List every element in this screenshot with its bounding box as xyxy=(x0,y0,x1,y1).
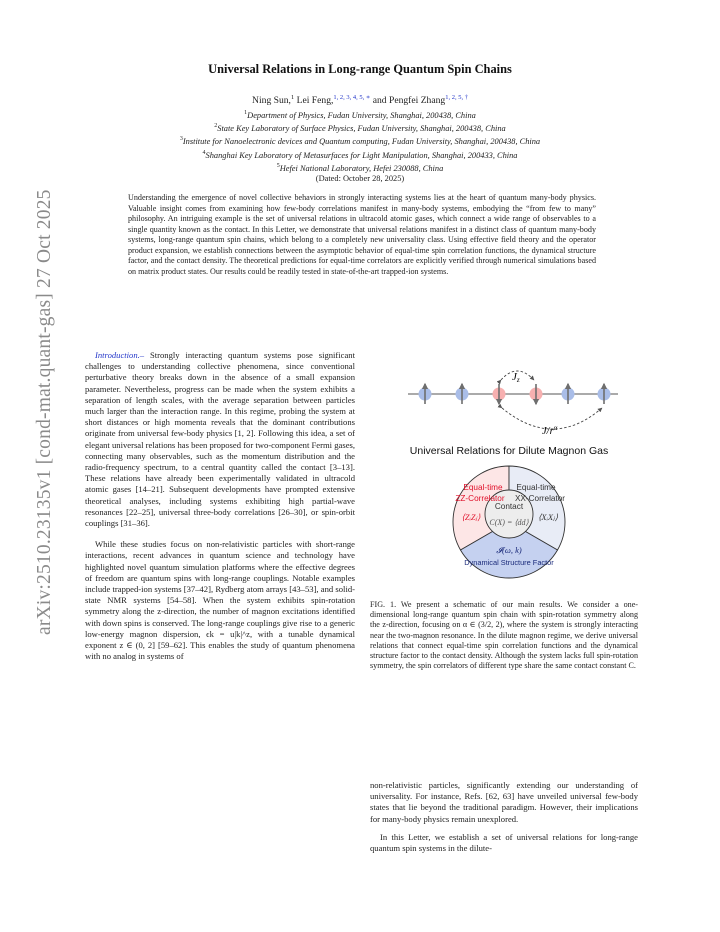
affiliation-line xyxy=(0,148,720,161)
body-paragraph: non-relativistic particles, significantly extending our understanding of universality. For instance, Refs. [62, 63] have unveiled universal few-body states that lie beyond the traditional paradigm. However, their implications for many-body physics remain unexplored. xyxy=(370,780,638,824)
affil-sup: 3 xyxy=(179,136,183,143)
affiliation-line xyxy=(0,134,720,147)
spin-site-3 xyxy=(493,384,506,404)
spin-site-2 xyxy=(456,384,469,404)
intro-label[interactable]: Introduction.– xyxy=(95,350,145,360)
arxiv-stamp xyxy=(22,189,55,635)
affil-sup: 5 xyxy=(276,162,280,169)
affil-sup: 1 xyxy=(244,110,248,116)
affiliation-line xyxy=(0,121,720,134)
author-affil-sup[interactable]: 1, 2, 3, 4, 5, ∗ xyxy=(333,94,371,101)
structure-factor-formula: 𝓘(ω, k) xyxy=(496,545,522,555)
affil-text: State Key Laboratory of Surface Physics, Fudan University, Shanghai, 200438, China xyxy=(217,124,506,133)
affil-sup: 4 xyxy=(202,149,206,156)
body-paragraph: While these studies focus on non-relativistic particles with short-range interactions, recent advances in quantum science and technology have highlighted novel quantum simulation platforms where the effective degrees of freedom are quantum spins with long-range couplings. Notable examples include trapped-ion systems [37–42], Rydberg atom arrays [43–53], and solid-state NMR systems [54–58]. When the system exhibits spin-rotation symmetry along the z-direction, the number of magnon excitations identified with down spins is conserved. The long-range couplings give rise to a generic low-energy magnon dispersion, ϵk = u|k|^z, with a tunable dynamical exponent z ∈ (0, 2] [59–62]. This enables the study of quantum phenomena with no analog in systems of xyxy=(85,539,355,662)
xx-title-line2: XX-Correlator xyxy=(514,494,566,503)
intro-paragraph xyxy=(85,350,355,529)
author-name: Ning Sun, xyxy=(252,95,291,107)
intro-text: Strongly interacting quantum systems pose significant challenges to understanding collective phenomena, since conventional perturbative theory breaks down in the absence of a small expansion parameter. Nevertheless, progress can be made when the system exhibits a separation of length scales, with the average separation between particles much larger than the interaction range. In this regime, probing the system at short distances or high momenta reveals that the dominant contributions originate from universal few-body physics [1, 2]. Following this idea, a set of elegant universal relations has been proposed for two-component Fermi gases, connecting many observables, such as the momentum distribution and the radio-frequency spectrum, to a central quantity called the contact [3–13]. These relations have already been experimentally validated in ultracold atomic gases [14–21]. Subsequent developments have prompted extensive theoretical analyses, including systems exhibiting high partial-wave resonances [22–25], universal three-body correlations [26–30], or spin-orbit couplings [31–36]. xyxy=(85,350,355,529)
structure-factor-title: Dynamical Structure Factor xyxy=(464,558,554,567)
body-paragraph: In this Letter, we establish a set of universal relations for long-range quantum spin systems in the dilute- xyxy=(370,831,638,854)
affil-sup: 2 xyxy=(214,123,218,130)
left-column xyxy=(85,350,355,662)
affil-text: Institute for Nanoelectronic devices and Quantum computing, Fudan University, Shanghai, 200438, China xyxy=(182,137,541,147)
figure-1 xyxy=(370,350,638,590)
author-list xyxy=(0,93,720,106)
zz-title-line1: Equal-time xyxy=(463,483,503,492)
affiliation-line xyxy=(0,108,720,121)
zz-title-line2: ZZ-Correlator xyxy=(455,494,505,503)
spin-site-4 xyxy=(530,384,543,404)
contact-formula: C(X) = ⟨dd⟩ xyxy=(489,518,529,527)
spin-site-1 xyxy=(419,384,432,404)
author-name: Lei Feng, xyxy=(296,95,334,107)
affil-text: Hefei National Laboratory, Hefei 230088, China xyxy=(279,163,444,173)
arxiv-stamp-text: arXiv:2510.23135v1 [cond-mat.quant-gas] 27 Oct 2025 xyxy=(34,189,55,635)
spin-site-5 xyxy=(562,384,575,404)
zz-formula: ⟨ZᵢZⱼ⟩ xyxy=(461,512,481,522)
author-affil-sup: 1 xyxy=(290,94,295,101)
affiliation-line xyxy=(0,161,720,174)
paper-title: Universal Relations in Long-range Quantum Spin Chains xyxy=(208,62,512,76)
affil-text: Department of Physics, Fudan University, Shanghai, 200438, China xyxy=(247,110,476,120)
author-affil-sup[interactable]: 1, 2, 5, † xyxy=(445,94,468,101)
affil-text: Shanghai Key Laboratory of Metasurfaces for Light Manipulation, Shanghai, 200433, China xyxy=(205,150,518,160)
affiliations xyxy=(0,108,720,184)
jz-label: Jz xyxy=(512,371,520,384)
xx-formula: ⟨XᵢXⱼ⟩ xyxy=(538,512,558,522)
abstract: Understanding the emergence of novel collective behaviors in strongly interacting systems lies at the heart of quantum many-body physics. Valuable insight comes from examining how few-body correlations manifest in many-body systems, embodying the “from few to many” philosophy. An intriguing example is the set of universal relations in ultracold atomic gases, which connect a wide range of observables to a single quantity known as the contact. In this Letter, we demonstrate that universal relations manifest in a distinct class of quantum many-body systems, long-range quantum spin chains, which belong to a completely new universality class. Using effective field theory and the operator product expansion, we establish connections between the asymptotic behavior of equal-time spin correlation functions, the dynamical structure factor, and the contact density. The theoretical predictions for equal-time correlators are explicitly verified through numerical simulations based on matrix product states. Our results could be readily tested in state-of-the-art trapped-ion systems. xyxy=(128,193,596,276)
schematic-svg xyxy=(370,350,638,590)
figure-caption: FIG. 1. We present a schematic of our main results. We consider a one-dimensional long-range quantum spin chain with spin-rotation symmetry along the z-direction, focusing on α ∈ (3/2, 2), where the system is strongly interacting near the two-magnon resonance. In the dilute magnon regime, we derive universal relations that connect equal-time spin correlation functions and the dynamical structure factor to the contact density. Although the system lacks full spin-rotation symmetry, the spin correlators of different type share the same contact constant C. xyxy=(370,600,638,671)
right-column xyxy=(370,780,638,854)
contact-title: Contact xyxy=(494,502,524,511)
date-line: (Dated: October 28, 2025) xyxy=(315,174,405,184)
spin-site-6 xyxy=(598,384,611,404)
xx-title-line1: Equal-time xyxy=(516,483,556,492)
author-name: and Pengfei Zhang xyxy=(372,95,446,107)
long-range-label: $J/r^\alpha$ xyxy=(542,424,558,437)
figure-heading: Universal Relations for Dilute Magnon Gas xyxy=(409,445,609,457)
relations-diagram xyxy=(453,466,565,578)
